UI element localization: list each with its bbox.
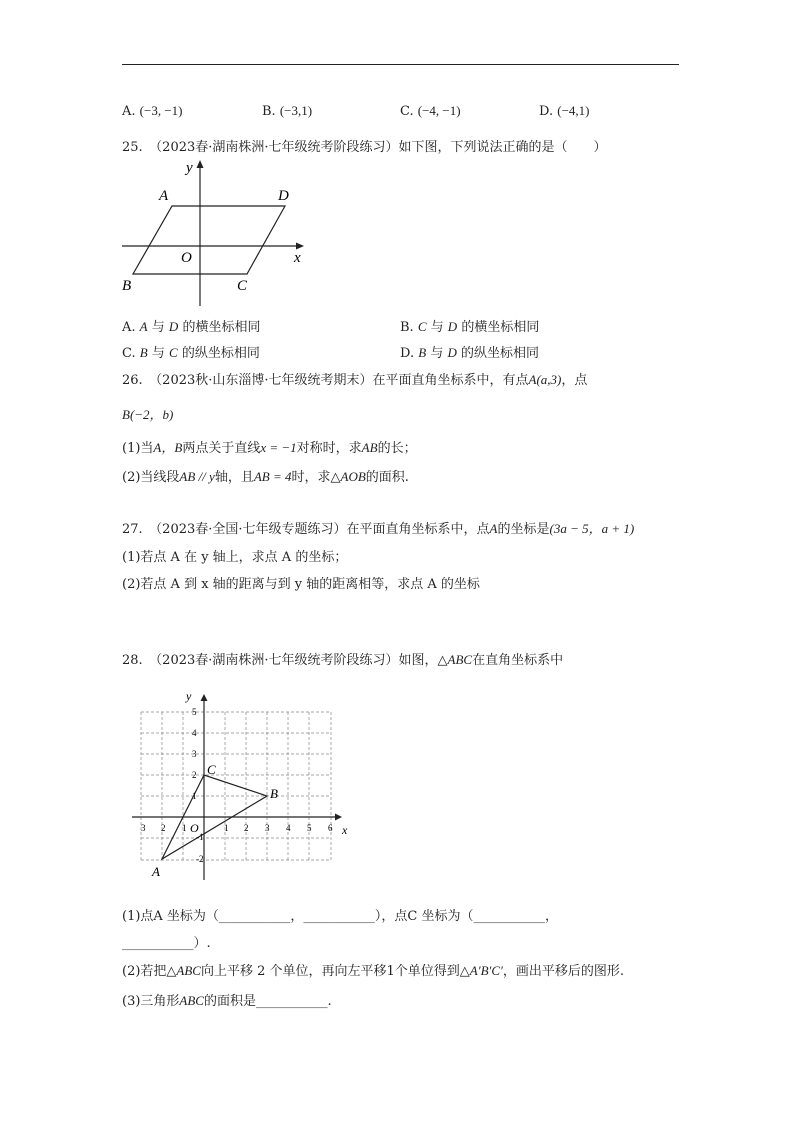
q24-option-c[interactable]: C. (−4, −1) (400, 103, 461, 119)
q25-option-d[interactable]: D. B 与 D 的纵坐标相同 (400, 345, 540, 361)
q25-option-c[interactable]: C. B 与 C 的纵坐标相同 (122, 345, 260, 361)
q25-y-arrow (197, 160, 204, 168)
q28-xtick-m1: 1 (182, 823, 187, 833)
q28-x-arrow (335, 814, 342, 821)
q28-part3: (3)三角形ABC的面积是___________. (122, 993, 332, 1009)
q27-stem: 27. （2023春·全国·七年级专题练习）在平面直角坐标系中，点A的坐标是(3a − 5，a + 1) (122, 521, 635, 537)
q28-xtick-6: 6 (328, 823, 333, 833)
q28-grid-figure (128, 686, 354, 882)
q28-xtick-1: 1 (224, 823, 229, 833)
q28-xtick-2: 2 (244, 823, 249, 833)
q28-y-arrow (201, 694, 208, 701)
q28-ytick-m2: -2 (196, 854, 204, 864)
q25-label-B: B (122, 278, 132, 294)
q24-option-d[interactable]: D. (−4,1) (539, 103, 590, 119)
q28-label-x: x (342, 823, 348, 837)
q25-parallelogram (133, 206, 285, 274)
q28-part1-line2: ___________）. (122, 936, 211, 951)
q26-point-b: B(−2，b) (122, 407, 174, 422)
q28-ytick-3: 3 (192, 749, 197, 759)
q25-option-b[interactable]: B. C 与 D 的横坐标相同 (400, 319, 540, 335)
q28-xtick-m2: 2 (161, 823, 166, 833)
q28-ytick-5: 5 (192, 707, 197, 717)
q28-label-C: C (207, 762, 216, 777)
q25-stem: 25. （2023春·湖南株洲·七年级统考阶段练习）如下图，下列说法正确的是（ ） (122, 140, 607, 155)
q25-x-arrow (296, 243, 304, 250)
q28-xtick-m3: 3 (141, 823, 146, 833)
q25-label-A: A (159, 188, 169, 204)
q28-ytick-4: 4 (192, 728, 197, 738)
q28-xtick-5: 5 (307, 823, 312, 833)
q28-label-O: O (190, 821, 199, 835)
q24-option-b[interactable]: B. (−3,1) (262, 103, 313, 119)
q28-xtick-4: 4 (286, 823, 291, 833)
q24-option-a[interactable]: A. (−3, −1) (122, 103, 183, 119)
q26-part1: (1)当A，B两点关于直线x = −1对称时，求AB的长； (122, 440, 417, 456)
q25-figure (118, 158, 318, 308)
q28-part2: (2)若把△ABC向上平移 2 个单位，再向左平移1个单位得到△A′B′C′，画出平移后的图形. (122, 963, 625, 979)
q28-label-B: B (270, 786, 278, 801)
q25-option-a[interactable]: A. A 与 D 的横坐标相同 (122, 319, 261, 335)
q28-ytick-1: 1 (192, 791, 197, 801)
q26-stem: 26. （2023秋·山东淄博·七年级统考期末）在平面直角坐标系中，有点A(a,3)，点 (122, 372, 588, 388)
q28-label-y: y (186, 689, 192, 703)
q25-label-O: O (181, 250, 192, 266)
q28-part1-line1: (1)点A 坐标为（___________，___________），点C 坐标为（___________， (122, 909, 559, 924)
q28-stem: 28. （2023春·湖南株洲·七年级统考阶段练习）如图，△ABC在直角坐标系中 (122, 652, 564, 668)
q28-ytick-2: 2 (192, 770, 197, 780)
q28-ytick-m1: -1 (196, 832, 204, 842)
q27-part1: (1)若点 A 在 y 轴上，求点 A 的坐标； (122, 550, 348, 565)
q27-part2: (2)若点 A 到 x 轴的距离与到 y 轴的距离相等，求点 A 的坐标 (122, 577, 480, 592)
q25-label-D: D (278, 188, 289, 204)
q25-label-y: y (186, 160, 193, 176)
q26-part2: (2)当线段AB // y轴，且AB = 4时，求△AOB的面积. (122, 469, 409, 485)
q28-xtick-3: 3 (265, 823, 270, 833)
q25-label-C: C (237, 278, 248, 294)
q28-label-A: A (152, 864, 160, 879)
q25-label-x: x (294, 250, 301, 266)
header-rule (122, 64, 679, 65)
